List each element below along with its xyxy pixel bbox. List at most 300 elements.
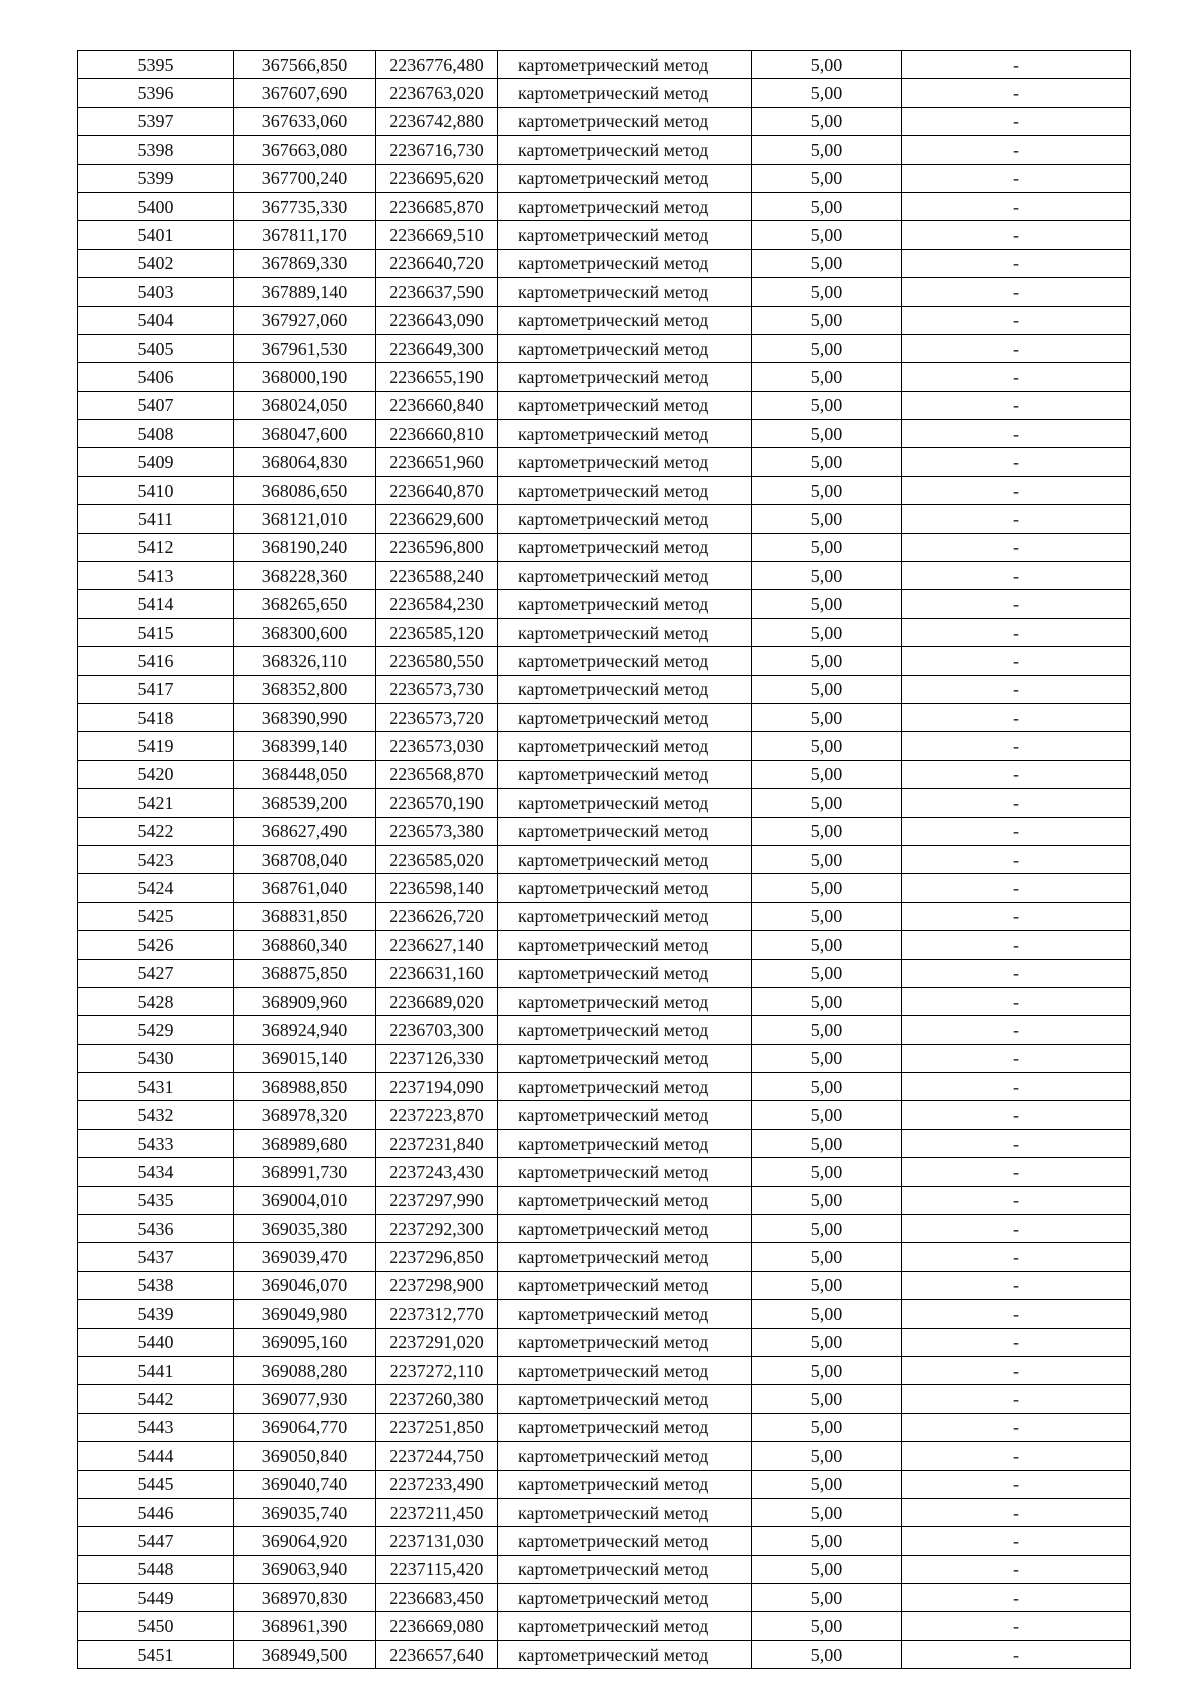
accuracy-cell: 5,00: [752, 647, 902, 675]
point-number-cell: 5440: [78, 1328, 234, 1356]
note-cell: -: [902, 1328, 1131, 1356]
x-coordinate-cell: 368708,040: [234, 845, 376, 873]
point-number-cell: 5425: [78, 902, 234, 930]
y-coordinate-cell: 2237244,750: [376, 1442, 498, 1470]
point-number-cell: 5402: [78, 249, 234, 277]
note-cell: -: [902, 1555, 1131, 1583]
point-number-cell: 5449: [78, 1584, 234, 1612]
accuracy-cell: 5,00: [752, 1158, 902, 1186]
method-cell: картометрический метод: [498, 959, 752, 987]
x-coordinate-cell: 368228,360: [234, 562, 376, 590]
point-number-cell: 5410: [78, 476, 234, 504]
note-cell: -: [902, 931, 1131, 959]
table-row: [78, 931, 1131, 959]
method-cell: картометрический метод: [498, 590, 752, 618]
method-cell: картометрический метод: [498, 306, 752, 334]
method-cell: картометрический метод: [498, 987, 752, 1015]
note-cell: -: [902, 590, 1131, 618]
y-coordinate-cell: 2236689,020: [376, 987, 498, 1015]
x-coordinate-cell: 368978,320: [234, 1101, 376, 1129]
method-cell: картометрический метод: [498, 732, 752, 760]
note-cell: -: [902, 675, 1131, 703]
note-cell: -: [902, 1101, 1131, 1129]
table-row: [78, 1243, 1131, 1271]
note-cell: -: [902, 1413, 1131, 1441]
accuracy-cell: 5,00: [752, 192, 902, 220]
x-coordinate-cell: 369063,940: [234, 1555, 376, 1583]
x-coordinate-cell: 369077,930: [234, 1385, 376, 1413]
note-cell: -: [902, 1612, 1131, 1640]
method-cell: картометрический метод: [498, 703, 752, 731]
table-row: [78, 1300, 1131, 1328]
note-cell: -: [902, 703, 1131, 731]
point-number-cell: 5443: [78, 1413, 234, 1441]
y-coordinate-cell: 2237115,420: [376, 1555, 498, 1583]
x-coordinate-cell: 368970,830: [234, 1584, 376, 1612]
note-cell: -: [902, 1584, 1131, 1612]
point-number-cell: 5433: [78, 1129, 234, 1157]
method-cell: картометрический метод: [498, 1356, 752, 1384]
note-cell: -: [902, 845, 1131, 873]
method-cell: картометрический метод: [498, 874, 752, 902]
note-cell: -: [902, 1442, 1131, 1470]
y-coordinate-cell: 2237211,450: [376, 1498, 498, 1526]
point-number-cell: 5407: [78, 391, 234, 419]
x-coordinate-cell: 367927,060: [234, 306, 376, 334]
x-coordinate-cell: 367961,530: [234, 334, 376, 362]
x-coordinate-cell: 368399,140: [234, 732, 376, 760]
y-coordinate-cell: 2236584,230: [376, 590, 498, 618]
x-coordinate-cell: 369064,770: [234, 1413, 376, 1441]
table-row: [78, 647, 1131, 675]
method-cell: картометрический метод: [498, 817, 752, 845]
method-cell: картометрический метод: [498, 1640, 752, 1668]
y-coordinate-cell: 2236596,800: [376, 533, 498, 561]
accuracy-cell: 5,00: [752, 107, 902, 135]
accuracy-cell: 5,00: [752, 1215, 902, 1243]
table-row: [78, 164, 1131, 192]
note-cell: -: [902, 221, 1131, 249]
y-coordinate-cell: 2236660,810: [376, 420, 498, 448]
method-cell: картометрический метод: [498, 1044, 752, 1072]
table-row: [78, 845, 1131, 873]
note-cell: -: [902, 249, 1131, 277]
point-number-cell: 5405: [78, 334, 234, 362]
y-coordinate-cell: 2236629,600: [376, 505, 498, 533]
note-cell: -: [902, 1527, 1131, 1555]
method-cell: картометрический метод: [498, 1300, 752, 1328]
table-row: [78, 533, 1131, 561]
method-cell: картометрический метод: [498, 1328, 752, 1356]
y-coordinate-cell: 2236776,480: [376, 51, 498, 79]
point-number-cell: 5431: [78, 1073, 234, 1101]
table-row: [78, 278, 1131, 306]
method-cell: картометрический метод: [498, 249, 752, 277]
point-number-cell: 5417: [78, 675, 234, 703]
method-cell: картометрический метод: [498, 1555, 752, 1583]
table-row: [78, 505, 1131, 533]
accuracy-cell: 5,00: [752, 533, 902, 561]
point-number-cell: 5436: [78, 1215, 234, 1243]
point-number-cell: 5422: [78, 817, 234, 845]
point-number-cell: 5451: [78, 1640, 234, 1668]
accuracy-cell: 5,00: [752, 874, 902, 902]
point-number-cell: 5415: [78, 618, 234, 646]
method-cell: картометрический метод: [498, 476, 752, 504]
x-coordinate-cell: 369046,070: [234, 1271, 376, 1299]
x-coordinate-cell: 368000,190: [234, 363, 376, 391]
point-number-cell: 5418: [78, 703, 234, 731]
accuracy-cell: 5,00: [752, 845, 902, 873]
table-row: [78, 1101, 1131, 1129]
accuracy-cell: 5,00: [752, 618, 902, 646]
table-row: [78, 448, 1131, 476]
note-cell: -: [902, 391, 1131, 419]
y-coordinate-cell: 2236685,870: [376, 192, 498, 220]
method-cell: картометрический метод: [498, 1498, 752, 1526]
point-number-cell: 5432: [78, 1101, 234, 1129]
accuracy-cell: 5,00: [752, 760, 902, 788]
point-number-cell: 5398: [78, 136, 234, 164]
y-coordinate-cell: 2237291,020: [376, 1328, 498, 1356]
accuracy-cell: 5,00: [752, 1356, 902, 1384]
note-cell: -: [902, 51, 1131, 79]
table-row: [78, 562, 1131, 590]
accuracy-cell: 5,00: [752, 1016, 902, 1044]
method-cell: картометрический метод: [498, 79, 752, 107]
y-coordinate-cell: 2236626,720: [376, 902, 498, 930]
note-cell: -: [902, 618, 1131, 646]
note-cell: -: [902, 1215, 1131, 1243]
y-coordinate-cell: 2236631,160: [376, 959, 498, 987]
table-row: [78, 1215, 1131, 1243]
note-cell: -: [902, 334, 1131, 362]
point-number-cell: 5424: [78, 874, 234, 902]
point-number-cell: 5401: [78, 221, 234, 249]
method-cell: картометрический метод: [498, 107, 752, 135]
table-row: [78, 590, 1131, 618]
y-coordinate-cell: 2237260,380: [376, 1385, 498, 1413]
accuracy-cell: 5,00: [752, 249, 902, 277]
accuracy-cell: 5,00: [752, 1612, 902, 1640]
x-coordinate-cell: 368086,650: [234, 476, 376, 504]
y-coordinate-cell: 2236637,590: [376, 278, 498, 306]
note-cell: -: [902, 363, 1131, 391]
accuracy-cell: 5,00: [752, 1243, 902, 1271]
method-cell: картометрический метод: [498, 1129, 752, 1157]
y-coordinate-cell: 2237312,770: [376, 1300, 498, 1328]
table-row: [78, 675, 1131, 703]
point-number-cell: 5409: [78, 448, 234, 476]
point-number-cell: 5430: [78, 1044, 234, 1072]
point-number-cell: 5439: [78, 1300, 234, 1328]
note-cell: -: [902, 1385, 1131, 1413]
accuracy-cell: 5,00: [752, 306, 902, 334]
note-cell: -: [902, 278, 1131, 306]
x-coordinate-cell: 369088,280: [234, 1356, 376, 1384]
method-cell: картометрический метод: [498, 845, 752, 873]
accuracy-cell: 5,00: [752, 987, 902, 1015]
point-number-cell: 5406: [78, 363, 234, 391]
method-cell: картометрический метод: [498, 1073, 752, 1101]
x-coordinate-cell: 367869,330: [234, 249, 376, 277]
method-cell: картометрический метод: [498, 1215, 752, 1243]
point-number-cell: 5400: [78, 192, 234, 220]
point-number-cell: 5420: [78, 760, 234, 788]
accuracy-cell: 5,00: [752, 1073, 902, 1101]
note-cell: -: [902, 1129, 1131, 1157]
note-cell: -: [902, 817, 1131, 845]
accuracy-cell: 5,00: [752, 1271, 902, 1299]
accuracy-cell: 5,00: [752, 1527, 902, 1555]
x-coordinate-cell: 368265,650: [234, 590, 376, 618]
note-cell: -: [902, 874, 1131, 902]
y-coordinate-cell: 2236695,620: [376, 164, 498, 192]
table-row: [78, 363, 1131, 391]
note-cell: -: [902, 1470, 1131, 1498]
point-number-cell: 5396: [78, 79, 234, 107]
x-coordinate-cell: 368352,800: [234, 675, 376, 703]
note-cell: -: [902, 1243, 1131, 1271]
y-coordinate-cell: 2237126,330: [376, 1044, 498, 1072]
accuracy-cell: 5,00: [752, 931, 902, 959]
table-row: [78, 1413, 1131, 1441]
y-coordinate-cell: 2236568,870: [376, 760, 498, 788]
method-cell: картометрический метод: [498, 1584, 752, 1612]
method-cell: картометрический метод: [498, 789, 752, 817]
x-coordinate-cell: 369040,740: [234, 1470, 376, 1498]
accuracy-cell: 5,00: [752, 1044, 902, 1072]
point-number-cell: 5450: [78, 1612, 234, 1640]
point-number-cell: 5446: [78, 1498, 234, 1526]
accuracy-cell: 5,00: [752, 1129, 902, 1157]
x-coordinate-cell: 368989,680: [234, 1129, 376, 1157]
y-coordinate-cell: 2236703,300: [376, 1016, 498, 1044]
table-row: [78, 51, 1131, 79]
table-row: [78, 1527, 1131, 1555]
x-coordinate-cell: 368627,490: [234, 817, 376, 845]
y-coordinate-cell: 2236573,730: [376, 675, 498, 703]
point-number-cell: 5426: [78, 931, 234, 959]
point-number-cell: 5404: [78, 306, 234, 334]
y-coordinate-cell: 2236763,020: [376, 79, 498, 107]
table-row: [78, 789, 1131, 817]
note-cell: -: [902, 789, 1131, 817]
note-cell: -: [902, 732, 1131, 760]
x-coordinate-cell: 368448,050: [234, 760, 376, 788]
x-coordinate-cell: 368326,110: [234, 647, 376, 675]
accuracy-cell: 5,00: [752, 505, 902, 533]
table-row: [78, 987, 1131, 1015]
y-coordinate-cell: 2237231,840: [376, 1129, 498, 1157]
point-number-cell: 5444: [78, 1442, 234, 1470]
point-number-cell: 5427: [78, 959, 234, 987]
table-row: [78, 391, 1131, 419]
y-coordinate-cell: 2236655,190: [376, 363, 498, 391]
x-coordinate-cell: 369035,380: [234, 1215, 376, 1243]
y-coordinate-cell: 2236643,090: [376, 306, 498, 334]
point-number-cell: 5442: [78, 1385, 234, 1413]
accuracy-cell: 5,00: [752, 1328, 902, 1356]
method-cell: картометрический метод: [498, 1101, 752, 1129]
point-number-cell: 5435: [78, 1186, 234, 1214]
accuracy-cell: 5,00: [752, 363, 902, 391]
x-coordinate-cell: 369049,980: [234, 1300, 376, 1328]
point-number-cell: 5408: [78, 420, 234, 448]
table-row: [78, 1555, 1131, 1583]
note-cell: -: [902, 1300, 1131, 1328]
note-cell: -: [902, 448, 1131, 476]
y-coordinate-cell: 2237223,870: [376, 1101, 498, 1129]
method-cell: картометрический метод: [498, 1186, 752, 1214]
x-coordinate-cell: 368831,850: [234, 902, 376, 930]
table-row: [78, 1158, 1131, 1186]
x-coordinate-cell: 368121,010: [234, 505, 376, 533]
point-number-cell: 5423: [78, 845, 234, 873]
method-cell: картометрический метод: [498, 1612, 752, 1640]
point-number-cell: 5428: [78, 987, 234, 1015]
point-number-cell: 5447: [78, 1527, 234, 1555]
table-row: [78, 334, 1131, 362]
accuracy-cell: 5,00: [752, 590, 902, 618]
point-number-cell: 5397: [78, 107, 234, 135]
y-coordinate-cell: 2236640,870: [376, 476, 498, 504]
accuracy-cell: 5,00: [752, 136, 902, 164]
table-row: [78, 1271, 1131, 1299]
table-row: [78, 902, 1131, 930]
accuracy-cell: 5,00: [752, 703, 902, 731]
x-coordinate-cell: 368875,850: [234, 959, 376, 987]
accuracy-cell: 5,00: [752, 562, 902, 590]
accuracy-cell: 5,00: [752, 51, 902, 79]
table-row: [78, 476, 1131, 504]
accuracy-cell: 5,00: [752, 79, 902, 107]
point-number-cell: 5434: [78, 1158, 234, 1186]
x-coordinate-cell: 367735,330: [234, 192, 376, 220]
y-coordinate-cell: 2237233,490: [376, 1470, 498, 1498]
accuracy-cell: 5,00: [752, 1640, 902, 1668]
y-coordinate-cell: 2236669,080: [376, 1612, 498, 1640]
table-row: [78, 136, 1131, 164]
x-coordinate-cell: 367607,690: [234, 79, 376, 107]
table-row: [78, 1129, 1131, 1157]
y-coordinate-cell: 2236627,140: [376, 931, 498, 959]
method-cell: картометрический метод: [498, 1271, 752, 1299]
y-coordinate-cell: 2236742,880: [376, 107, 498, 135]
note-cell: -: [902, 902, 1131, 930]
note-cell: -: [902, 1356, 1131, 1384]
x-coordinate-cell: 368300,600: [234, 618, 376, 646]
method-cell: картометрический метод: [498, 931, 752, 959]
point-number-cell: 5419: [78, 732, 234, 760]
y-coordinate-cell: 2236649,300: [376, 334, 498, 362]
note-cell: -: [902, 476, 1131, 504]
table-row: [78, 1640, 1131, 1668]
x-coordinate-cell: 367663,080: [234, 136, 376, 164]
accuracy-cell: 5,00: [752, 817, 902, 845]
x-coordinate-cell: 368924,940: [234, 1016, 376, 1044]
x-coordinate-cell: 368988,850: [234, 1073, 376, 1101]
x-coordinate-cell: 368961,390: [234, 1612, 376, 1640]
method-cell: картометрический метод: [498, 164, 752, 192]
note-cell: -: [902, 562, 1131, 590]
y-coordinate-cell: 2237243,430: [376, 1158, 498, 1186]
x-coordinate-cell: 367811,170: [234, 221, 376, 249]
note-cell: -: [902, 1016, 1131, 1044]
method-cell: картометрический метод: [498, 505, 752, 533]
point-number-cell: 5441: [78, 1356, 234, 1384]
accuracy-cell: 5,00: [752, 164, 902, 192]
point-number-cell: 5448: [78, 1555, 234, 1583]
table-row: [78, 1186, 1131, 1214]
method-cell: картометрический метод: [498, 1158, 752, 1186]
table-row: [78, 79, 1131, 107]
point-number-cell: 5395: [78, 51, 234, 79]
accuracy-cell: 5,00: [752, 1186, 902, 1214]
accuracy-cell: 5,00: [752, 902, 902, 930]
accuracy-cell: 5,00: [752, 789, 902, 817]
x-coordinate-cell: 368539,200: [234, 789, 376, 817]
accuracy-cell: 5,00: [752, 1300, 902, 1328]
table-row: [78, 192, 1131, 220]
note-cell: -: [902, 760, 1131, 788]
method-cell: картометрический метод: [498, 618, 752, 646]
note-cell: -: [902, 107, 1131, 135]
y-coordinate-cell: 2237296,850: [376, 1243, 498, 1271]
accuracy-cell: 5,00: [752, 1101, 902, 1129]
method-cell: картометрический метод: [498, 1016, 752, 1044]
accuracy-cell: 5,00: [752, 959, 902, 987]
y-coordinate-cell: 2237298,900: [376, 1271, 498, 1299]
table-row: [78, 221, 1131, 249]
y-coordinate-cell: 2236660,840: [376, 391, 498, 419]
y-coordinate-cell: 2237194,090: [376, 1073, 498, 1101]
note-cell: -: [902, 164, 1131, 192]
accuracy-cell: 5,00: [752, 732, 902, 760]
method-cell: картометрический метод: [498, 334, 752, 362]
x-coordinate-cell: 368047,600: [234, 420, 376, 448]
table-row: [78, 1442, 1131, 1470]
method-cell: картометрический метод: [498, 391, 752, 419]
table-row: [78, 618, 1131, 646]
y-coordinate-cell: 2236585,020: [376, 845, 498, 873]
y-coordinate-cell: 2237272,110: [376, 1356, 498, 1384]
point-number-cell: 5414: [78, 590, 234, 618]
note-cell: -: [902, 959, 1131, 987]
accuracy-cell: 5,00: [752, 391, 902, 419]
y-coordinate-cell: 2237251,850: [376, 1413, 498, 1441]
x-coordinate-cell: 368909,960: [234, 987, 376, 1015]
method-cell: картометрический метод: [498, 1527, 752, 1555]
point-number-cell: 5412: [78, 533, 234, 561]
method-cell: картометрический метод: [498, 448, 752, 476]
y-coordinate-cell: 2236588,240: [376, 562, 498, 590]
accuracy-cell: 5,00: [752, 1442, 902, 1470]
method-cell: картометрический метод: [498, 278, 752, 306]
accuracy-cell: 5,00: [752, 675, 902, 703]
note-cell: -: [902, 1498, 1131, 1526]
table-row: [78, 760, 1131, 788]
method-cell: картометрический метод: [498, 647, 752, 675]
note-cell: -: [902, 192, 1131, 220]
x-coordinate-cell: 368991,730: [234, 1158, 376, 1186]
point-number-cell: 5413: [78, 562, 234, 590]
y-coordinate-cell: 2236585,120: [376, 618, 498, 646]
point-number-cell: 5438: [78, 1271, 234, 1299]
accuracy-cell: 5,00: [752, 1498, 902, 1526]
table-row: [78, 703, 1131, 731]
y-coordinate-cell: 2237292,300: [376, 1215, 498, 1243]
